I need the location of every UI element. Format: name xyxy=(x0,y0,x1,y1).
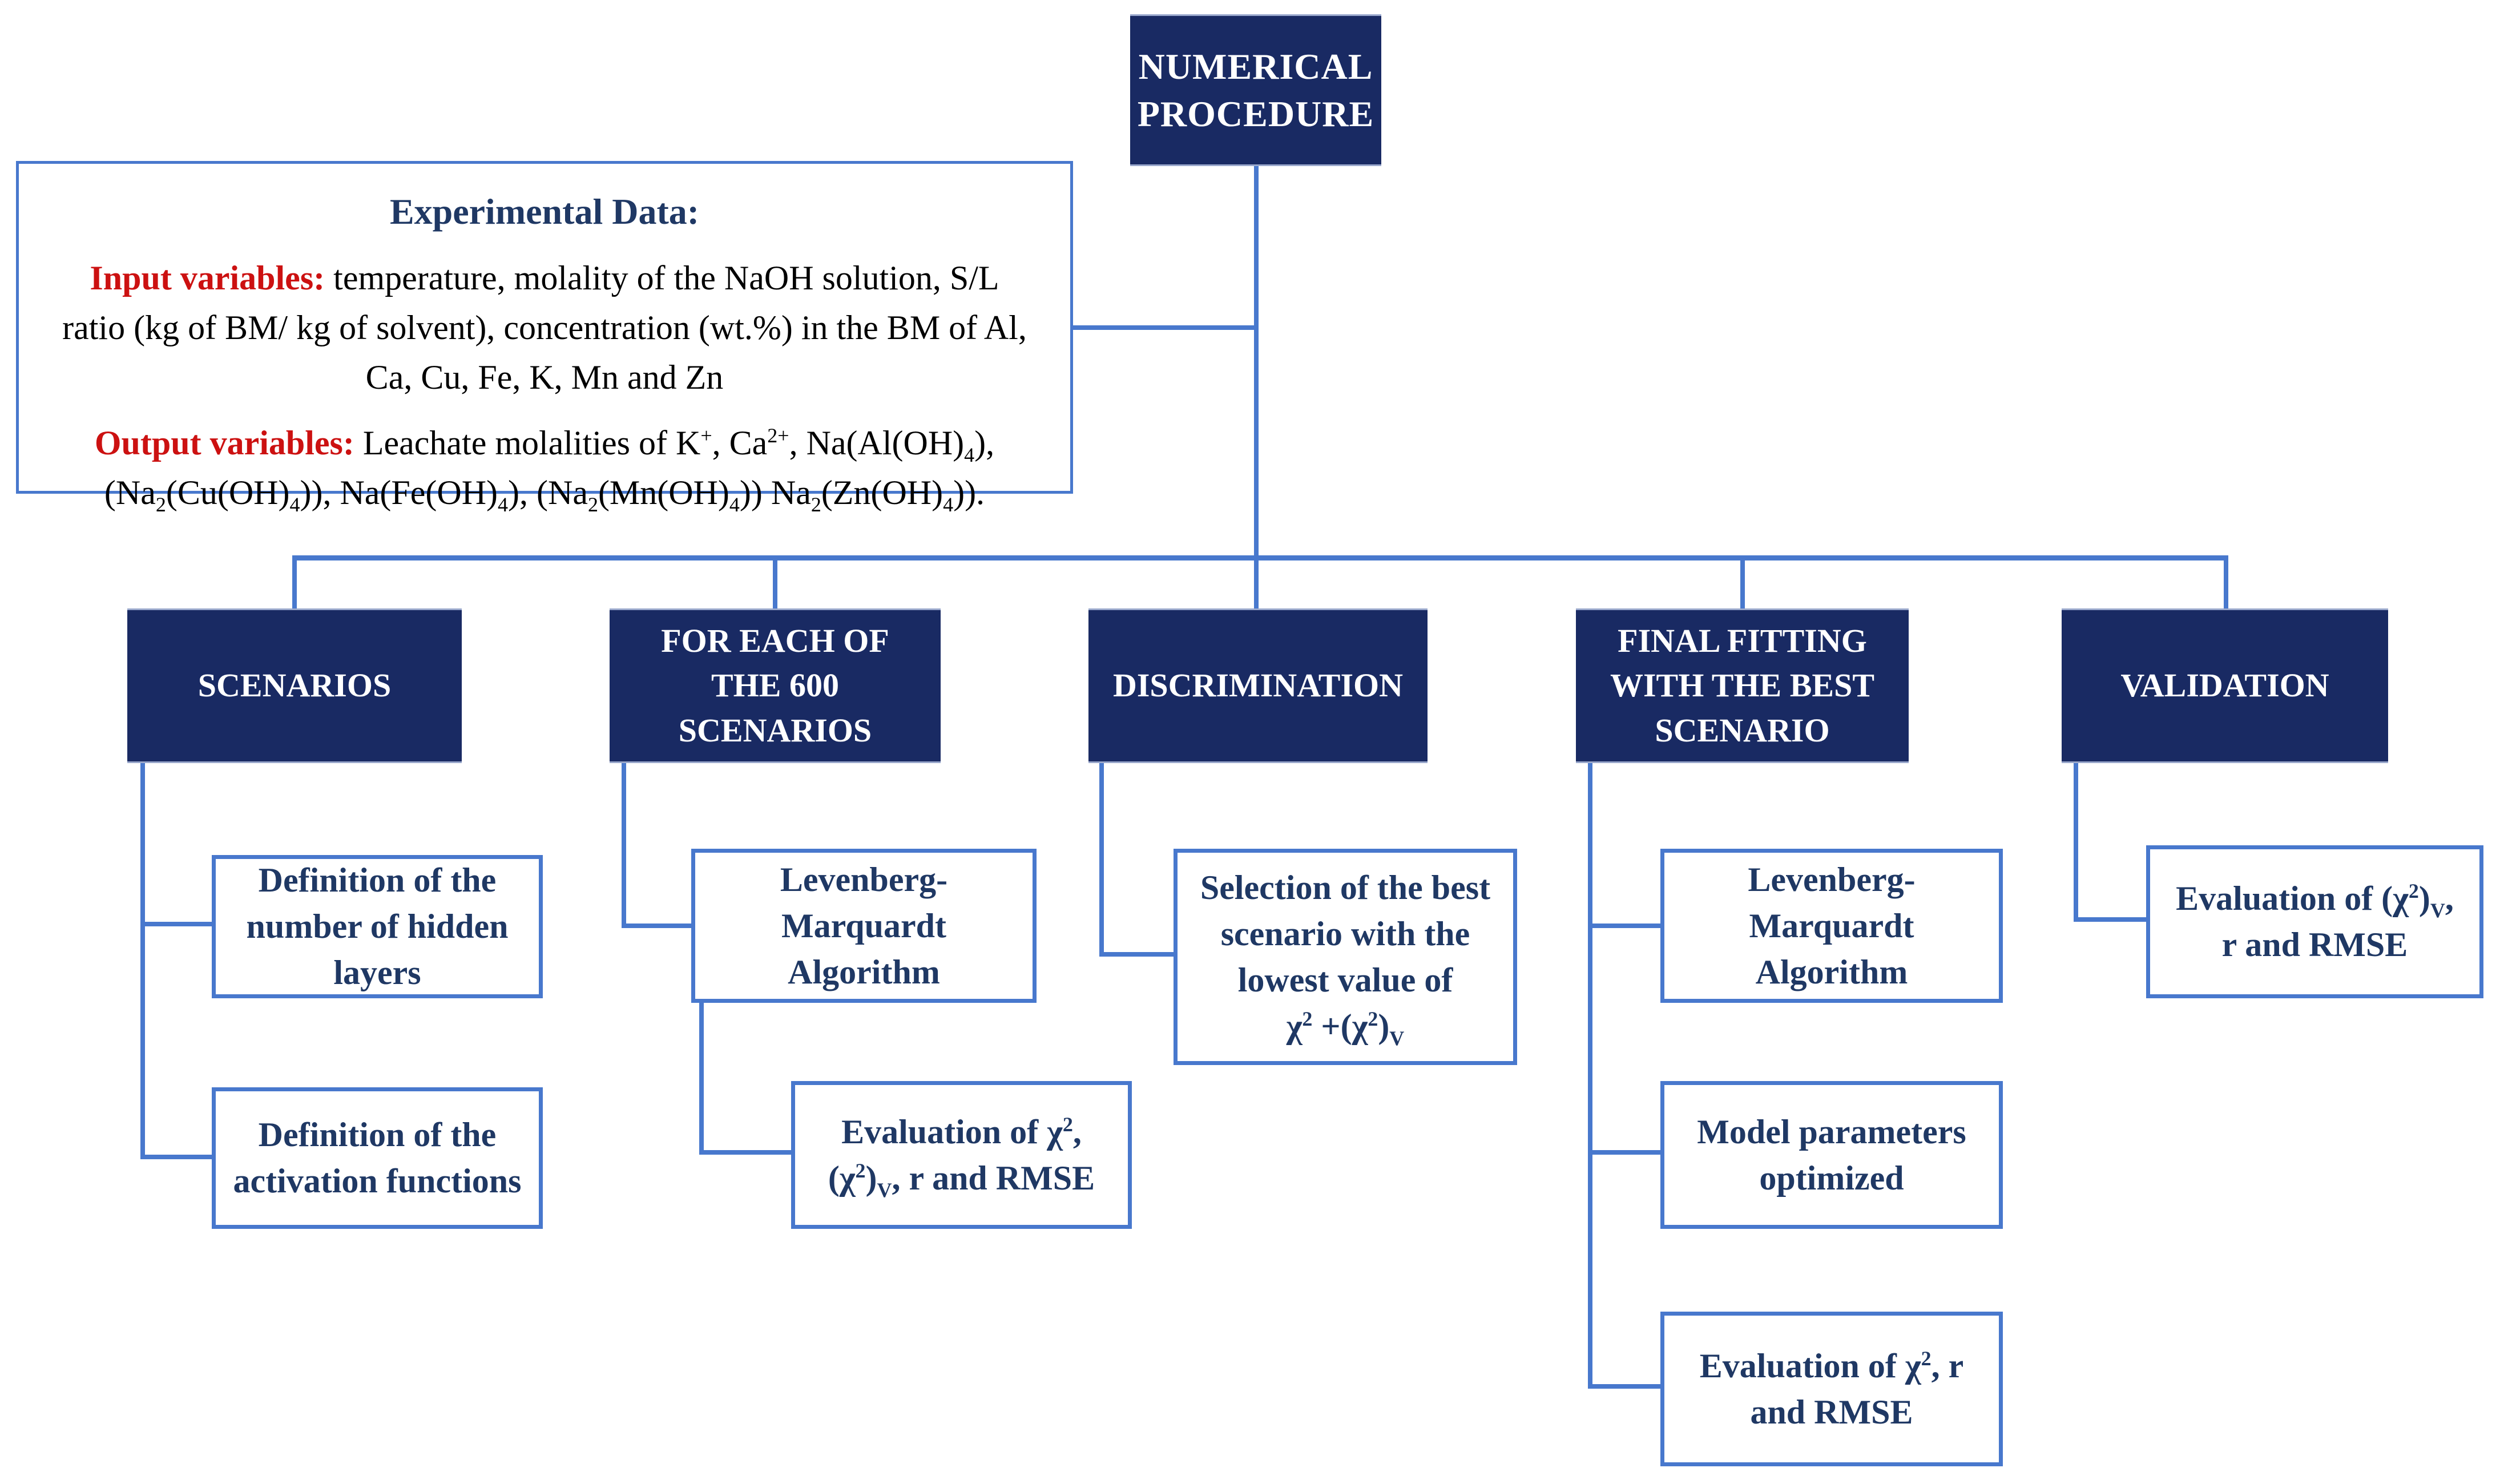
connector-line xyxy=(140,922,212,926)
step-evaluation-chi2v-r-rmse-label: Evaluation of $(\chi^2)_V$, r and RMSE xyxy=(2176,880,2454,963)
connector-line xyxy=(1254,163,1259,558)
connector-line xyxy=(140,760,145,1159)
connector-line xyxy=(1588,760,1592,1389)
branch-final-fitting-box xyxy=(1576,608,1909,763)
connector-line xyxy=(1588,1150,1660,1155)
step-levenberg-marquardt-label: Levenberg- Marquardt Algorithm xyxy=(780,860,948,991)
branch-validation-label: VALIDATION xyxy=(2120,667,2329,704)
connector-line xyxy=(2074,760,2078,922)
step-best-scenario-selection-box xyxy=(1174,849,1517,1065)
step-activation-functions-label: Definition of the activation functions xyxy=(233,1116,522,1200)
step-evaluation-chi2-r-rmse-label: Evaluation of $\chi^2$, r and RMSE xyxy=(1699,1346,1964,1431)
branch-600-scenarios-box xyxy=(610,608,941,763)
step-levenberg-marquardt-box xyxy=(691,849,1037,1003)
connector-line xyxy=(2224,556,2228,611)
branch-discrimination-box xyxy=(1088,608,1428,763)
branch-600-scenarios-label: FOR EACH OF THE 600 SCENARIOS xyxy=(661,622,889,749)
connector-line xyxy=(140,1155,212,1159)
connector-line xyxy=(699,1150,791,1155)
step-final-levenberg-marquardt-label: Levenberg- Marquardt Algorithm xyxy=(1748,860,1916,991)
step-hidden-layers-label: Definition of the number of hidden layers xyxy=(246,861,509,991)
experimental-data-box xyxy=(16,161,1073,516)
connector-line xyxy=(699,1003,704,1155)
connector-line xyxy=(1254,556,1259,611)
step-model-parameters-box xyxy=(1660,1081,2003,1229)
step-activation-functions-box xyxy=(212,1087,543,1229)
connector-line xyxy=(773,556,777,611)
connector-line xyxy=(1099,760,1104,957)
connector-line xyxy=(1072,325,1259,330)
input-variables-label: Input variables: xyxy=(90,259,325,297)
step-model-parameters-label: Model parameters optimized xyxy=(1697,1112,1966,1197)
connector-line xyxy=(1588,924,1660,928)
step-best-scenario-selection-label: Selection of the best scenario with the lowest value of $\chi^2 +(\chi^2)_V$ xyxy=(1200,868,1491,1050)
output-variables-text xyxy=(34,418,1055,518)
connector-line xyxy=(292,555,2228,560)
connector-line xyxy=(622,924,691,928)
experimental-data-title: Experimental Data: xyxy=(389,191,700,232)
step-final-levenberg-marquardt-box xyxy=(1660,849,2003,1003)
step-evaluation-chi2-chi2v-label: Evaluation of $\chi^2$, $(\chi^2)_V$, r and RMSE xyxy=(828,1112,1095,1201)
step-evaluation-chi2-chi2v-box xyxy=(791,1081,1132,1229)
connector-line xyxy=(1588,1384,1660,1389)
step-evaluation-chi2v-r-rmse-box xyxy=(2146,845,2483,998)
branch-discrimination-label: DISCRIMINATION xyxy=(1112,667,1404,704)
branch-validation-box xyxy=(2062,608,2388,763)
input-variables-text xyxy=(34,253,1055,402)
numerical-procedure-label: NUMERICAL PROCEDURE xyxy=(1137,46,1374,134)
connector-line xyxy=(1099,952,1174,957)
output-variables-label: Output variables: xyxy=(94,424,354,462)
output-variables-body: Leachate molalities of K+, $Ca^{2+}$, $Na(Al(OH)_4)$, $(Na_2(Cu(OH)_4))$, $Na(Fe(OH)_4)$, $(Na_2(Mn(OH)_4))$ $Na_2(Zn(OH)_4)$). xyxy=(104,424,995,516)
branch-scenarios-box xyxy=(127,608,462,763)
connector-line xyxy=(622,760,626,928)
branch-scenarios-label: SCENARIOS xyxy=(197,667,392,704)
step-evaluation-chi2-r-rmse-box xyxy=(1660,1312,2003,1466)
connector-line xyxy=(1740,556,1745,611)
connector-line xyxy=(2074,917,2146,922)
numerical-procedure-box xyxy=(1130,14,1381,166)
step-hidden-layers-box xyxy=(212,855,543,998)
branch-final-fitting-label: FINAL FITTING WITH THE BEST SCENARIO xyxy=(1610,622,1875,749)
input-variables-body: temperature, molality of the NaOH solution, S/L ratio (kg of BM/ kg of solvent), concentration (wt.%) in the BM of Al, Ca, Cu, Fe, K, Mn and Zn xyxy=(62,259,1027,396)
connector-line xyxy=(292,556,297,611)
